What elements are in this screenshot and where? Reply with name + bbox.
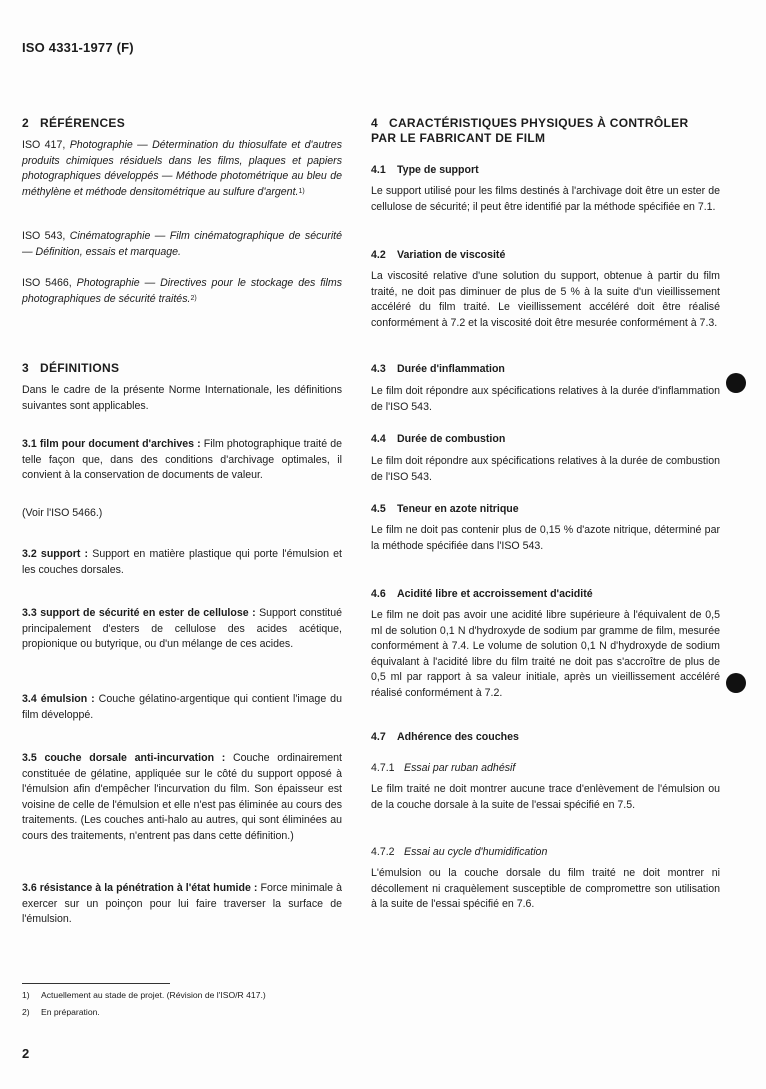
section-4-5-heading: 4.5 Teneur en azote nitrique: [371, 503, 519, 515]
section-4-4-text: Le film doit répondre aux spécifications relatives à la durée de combustion de l'ISO 543.: [371, 455, 720, 483]
document-code: ISO 4331-1977 (F): [22, 40, 134, 55]
definition-3-3: 3.3 support de sécurité en ester de cellulose : Support constitué principalement d'esters de cellulose des acides acétique, propionique ou butyrique, ou d'un mélange de ces acides.: [22, 607, 343, 651]
definitions-intro: Dans le cadre de la présente Norme Internationale, les définitions suivantes sont applicables.: [22, 384, 342, 412]
reference-iso-417: ISO 417, Photographie — Détermination du thiosulfate et d'autres produits chimiques résiduels dans les films, plaques et papiers photographiques développés — Méthode photométrique au bleu de méthylène et méthode densitométrique au sulfure d'argent.$^{1)}$: [22, 139, 342, 198]
section-4-heading-line2: PAR LE FABRICANT DE FILM: [371, 131, 546, 145]
margin-dot: [726, 673, 746, 693]
section-4-heading: 4 CARACTÉRISTIQUES PHYSIQUES À CONTRÔLER: [371, 116, 689, 130]
section-4-2-heading: 4.2 Variation de viscosité: [371, 249, 506, 261]
section-4-3-heading: 4.3 Durée d'inflammation: [371, 363, 505, 375]
section-4-7-1-text: Le film traité ne doit montrer aucune trace d'enlèvement de l'émulsion ou de la couche dorsale à la suite de l'essai spécifié en 7.5.: [371, 783, 720, 811]
section-4-7-1-heading: 4.7.1 Essai par ruban adhésif: [371, 762, 516, 774]
definition-3-1-see: (Voir l'ISO 5466.): [22, 507, 103, 519]
section-2-heading: 2 RÉFÉRENCES: [22, 116, 126, 130]
footnote-rule: [22, 983, 170, 984]
section-4-6-heading: 4.6 Acidité libre et accroissement d'acidité: [371, 588, 593, 600]
reference-iso-543: ISO 543, Cinématographie — Film cinématographique de sécurité — Définition, essais et marquage.: [22, 230, 343, 258]
definition-3-6: 3.6 résistance à la pénétration à l'état humide : Force minimale à exercer sur un poinçon pour lui faire traverser la surface de l'émulsion.: [22, 882, 342, 926]
section-4-4-heading: 4.4 Durée de combustion: [371, 433, 506, 445]
section-4-7-2-heading: 4.7.2 Essai au cycle d'humidification: [371, 846, 548, 858]
margin-dot: [726, 373, 746, 393]
reference-iso-5466: ISO 5466, Photographie — Directives pour le stockage des films photographiques de sécurité traités.$^{2)}$: [22, 277, 342, 305]
section-4-7-2-text: L'émulsion ou la couche dorsale du film traité ne doit montrer ni décollement ni craquèlement susceptible de compromettre son utilisation à la suite de l'essai spécifié en 7.6.: [371, 867, 720, 911]
page-number: 2: [22, 1046, 30, 1061]
section-4-7-heading: 4.7 Adhérence des couches: [371, 731, 519, 743]
section-4-1-heading: 4.1 Type de support: [371, 164, 479, 176]
definition-3-5: 3.5 couche dorsale anti-incurvation : Couche ordinairement constituée de gélatine, appliquée sur le côté du support opposé à l'émulsion afin d'empêcher l'incurvation du film. Son épaisseur est voisine de celle de l'émulsion et elle n'est pas éliminée au cours des traitements. (Les couches anti-halo au autres, qui sont éliminées au cours des traitements, n'entrent pas dans cette définition.): [22, 752, 342, 842]
section-4-5-text: Le film ne doit pas contenir plus de 0,15 % d'azote nitrique, déterminé par la méthode spécifiée dans l'ISO 543.: [371, 524, 720, 552]
definition-3-1: 3.1 film pour document d'archives : Film photographique traité de telle façon que, dans des conditions d'archivage optimales, il convient à la conservation de documents de valeur.: [22, 438, 342, 482]
definition-3-4: 3.4 émulsion : Couche gélatino-argentique qui contient l'image du film développé.: [22, 693, 342, 721]
section-4-2-text: La viscosité relative d'une solution du support, obtenue à partir du film traité, ne doit pas diminuer de plus de 5 % à la suite d'un vieillissement accéléré du film traité. Le vieillissement accéléré doit être réalisé conformément à 7.2 et la viscosité doit être mesurée conformément à 7.3.: [371, 270, 720, 329]
footnote-2: 2) En préparation.: [22, 1007, 100, 1017]
section-3-heading: 3 DÉFINITIONS: [22, 361, 120, 375]
definition-3-2: 3.2 support : Support en matière plastique qui porte l'émulsion et les couches dorsales.: [22, 548, 342, 576]
section-4-1-text: Le support utilisé pour les films destinés à l'archivage doit être un ester de cellulose de sécurité; il peut être identifié par la méthode spécifiée en 7.1.: [371, 185, 720, 213]
section-4-3-text: Le film doit répondre aux spécifications relatives à la durée d'inflammation de l'ISO 543.: [371, 385, 720, 413]
footnote-1: 1) Actuellement au stade de projet. (Révision de l'ISO/R 417.): [22, 990, 266, 1000]
section-4-6-text: Le film ne doit pas avoir une acidité libre supérieure à l'équivalent de 0,5 ml de solution 0,1 N d'hydroxyde de sodium par gramme de film, mesurée conformément à 7.4. Le volume de solution 0,1 N d'hydroxyde de sodium équivalant à l'acidité libre du film traité ne doit pas s'accroître de plus de 0,5 ml par rapport à sa valeur initiale, après un vieillissement accéléré réalisé conformément à 7.2.: [371, 609, 720, 699]
